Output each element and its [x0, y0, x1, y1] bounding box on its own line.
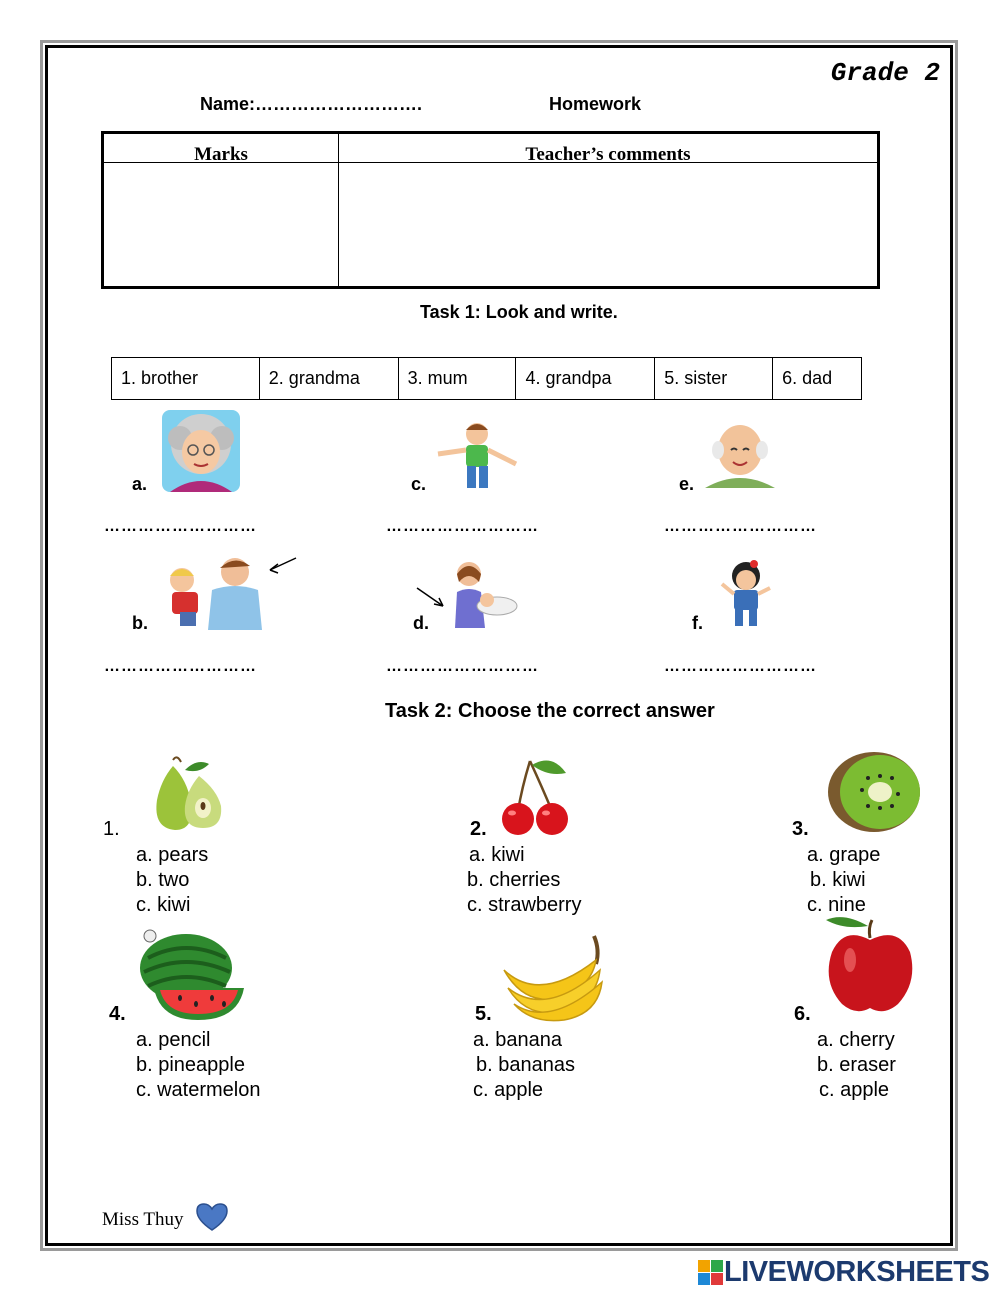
kiwi-icon — [826, 750, 922, 834]
marks-header: Marks — [194, 144, 248, 165]
cherries-icon — [500, 757, 572, 835]
question-2-options — [467, 843, 581, 918]
question-5-number: 5. — [475, 1003, 492, 1025]
item-e-label: e. — [679, 474, 695, 494]
option[interactable]: b. bananas — [476, 1054, 575, 1076]
brother-icon — [432, 420, 522, 492]
watermelon-icon — [134, 928, 248, 1022]
word-bank-item: 2. grandma — [260, 358, 399, 399]
question-3-options — [807, 843, 880, 918]
option[interactable]: c. watermelon — [136, 1079, 261, 1101]
comments-field[interactable] — [344, 166, 874, 284]
option[interactable]: c. kiwi — [136, 894, 191, 916]
grade-label: Grade 2 — [830, 58, 940, 88]
option[interactable]: c. apple — [473, 1079, 544, 1101]
answer-line-a[interactable]: ……………………… — [104, 518, 257, 535]
grandpa-icon — [703, 420, 777, 488]
liveworksheets-logo-icon — [698, 1260, 724, 1286]
heart-icon — [195, 1202, 229, 1232]
question-1-options — [136, 843, 208, 918]
question-6-options — [817, 1028, 896, 1103]
task2-title: Task 2: Choose the correct answer — [385, 700, 715, 722]
question-3-number: 3. — [792, 818, 809, 840]
liveworksheets-logo[interactable] — [698, 1256, 989, 1289]
marks-field[interactable] — [108, 166, 334, 284]
option[interactable]: b. cherries — [467, 869, 561, 891]
dad-icon — [160, 554, 300, 630]
marks-table — [101, 131, 880, 289]
option[interactable]: c. apple — [819, 1079, 890, 1101]
pears-icon — [143, 756, 227, 832]
item-b-label: b. — [132, 613, 148, 633]
comments-header: Teacher’s comments — [525, 144, 691, 165]
task1-title: Task 1: Look and write. — [420, 302, 618, 322]
option[interactable]: c. nine — [807, 894, 866, 916]
option[interactable]: a. kiwi — [469, 844, 525, 866]
question-6-number: 6. — [794, 1003, 811, 1025]
option[interactable]: b. kiwi — [810, 869, 866, 891]
answer-line-d[interactable]: ……………………… — [386, 658, 539, 675]
word-bank-item: 6. dad — [782, 368, 833, 388]
mum-icon — [415, 560, 530, 630]
item-a-label: a. — [132, 474, 148, 494]
word-bank — [111, 357, 862, 400]
answer-line-e[interactable]: ……………………… — [664, 518, 817, 535]
liveworksheets-logo-text: LIVEWORKSHEETS — [724, 1256, 990, 1288]
option[interactable]: a. grape — [807, 844, 881, 866]
question-5-options — [473, 1028, 575, 1103]
answer-line-c[interactable]: ……………………… — [386, 518, 539, 535]
word-bank-item: 5. sister — [655, 358, 773, 399]
apple-icon — [824, 916, 918, 1016]
option[interactable]: c. strawberry — [467, 894, 582, 916]
answer-line-f[interactable]: ……………………… — [664, 658, 817, 675]
name-label: Name:………………………. — [200, 94, 423, 114]
option[interactable]: a. pears — [136, 844, 209, 866]
grandma-icon — [162, 410, 240, 492]
answer-line-b[interactable]: ……………………… — [104, 658, 257, 675]
bananas-icon — [500, 930, 608, 1022]
option[interactable]: a. banana — [473, 1029, 562, 1051]
sister-icon — [718, 558, 774, 630]
question-2-number: 2. — [470, 818, 487, 840]
option[interactable]: b. pineapple — [136, 1054, 245, 1076]
word-bank-item: 3. mum — [399, 358, 517, 399]
option[interactable]: b. eraser — [817, 1054, 896, 1076]
option[interactable]: a. pencil — [136, 1029, 211, 1051]
question-1-number: 1. — [103, 818, 120, 840]
question-4-number: 4. — [109, 1003, 126, 1025]
question-4-options — [136, 1028, 261, 1103]
item-d-label: d. — [413, 613, 429, 633]
homework-label: Homework — [549, 94, 642, 114]
option[interactable]: b. two — [136, 869, 190, 891]
item-f-label: f. — [692, 613, 703, 633]
teacher-signature: Miss Thuy — [102, 1209, 184, 1230]
item-c-label: c. — [411, 474, 427, 494]
word-bank-item: 4. grandpa — [516, 358, 655, 399]
word-bank-item: 1. brother — [112, 358, 260, 399]
option[interactable]: a. cherry — [817, 1029, 895, 1051]
